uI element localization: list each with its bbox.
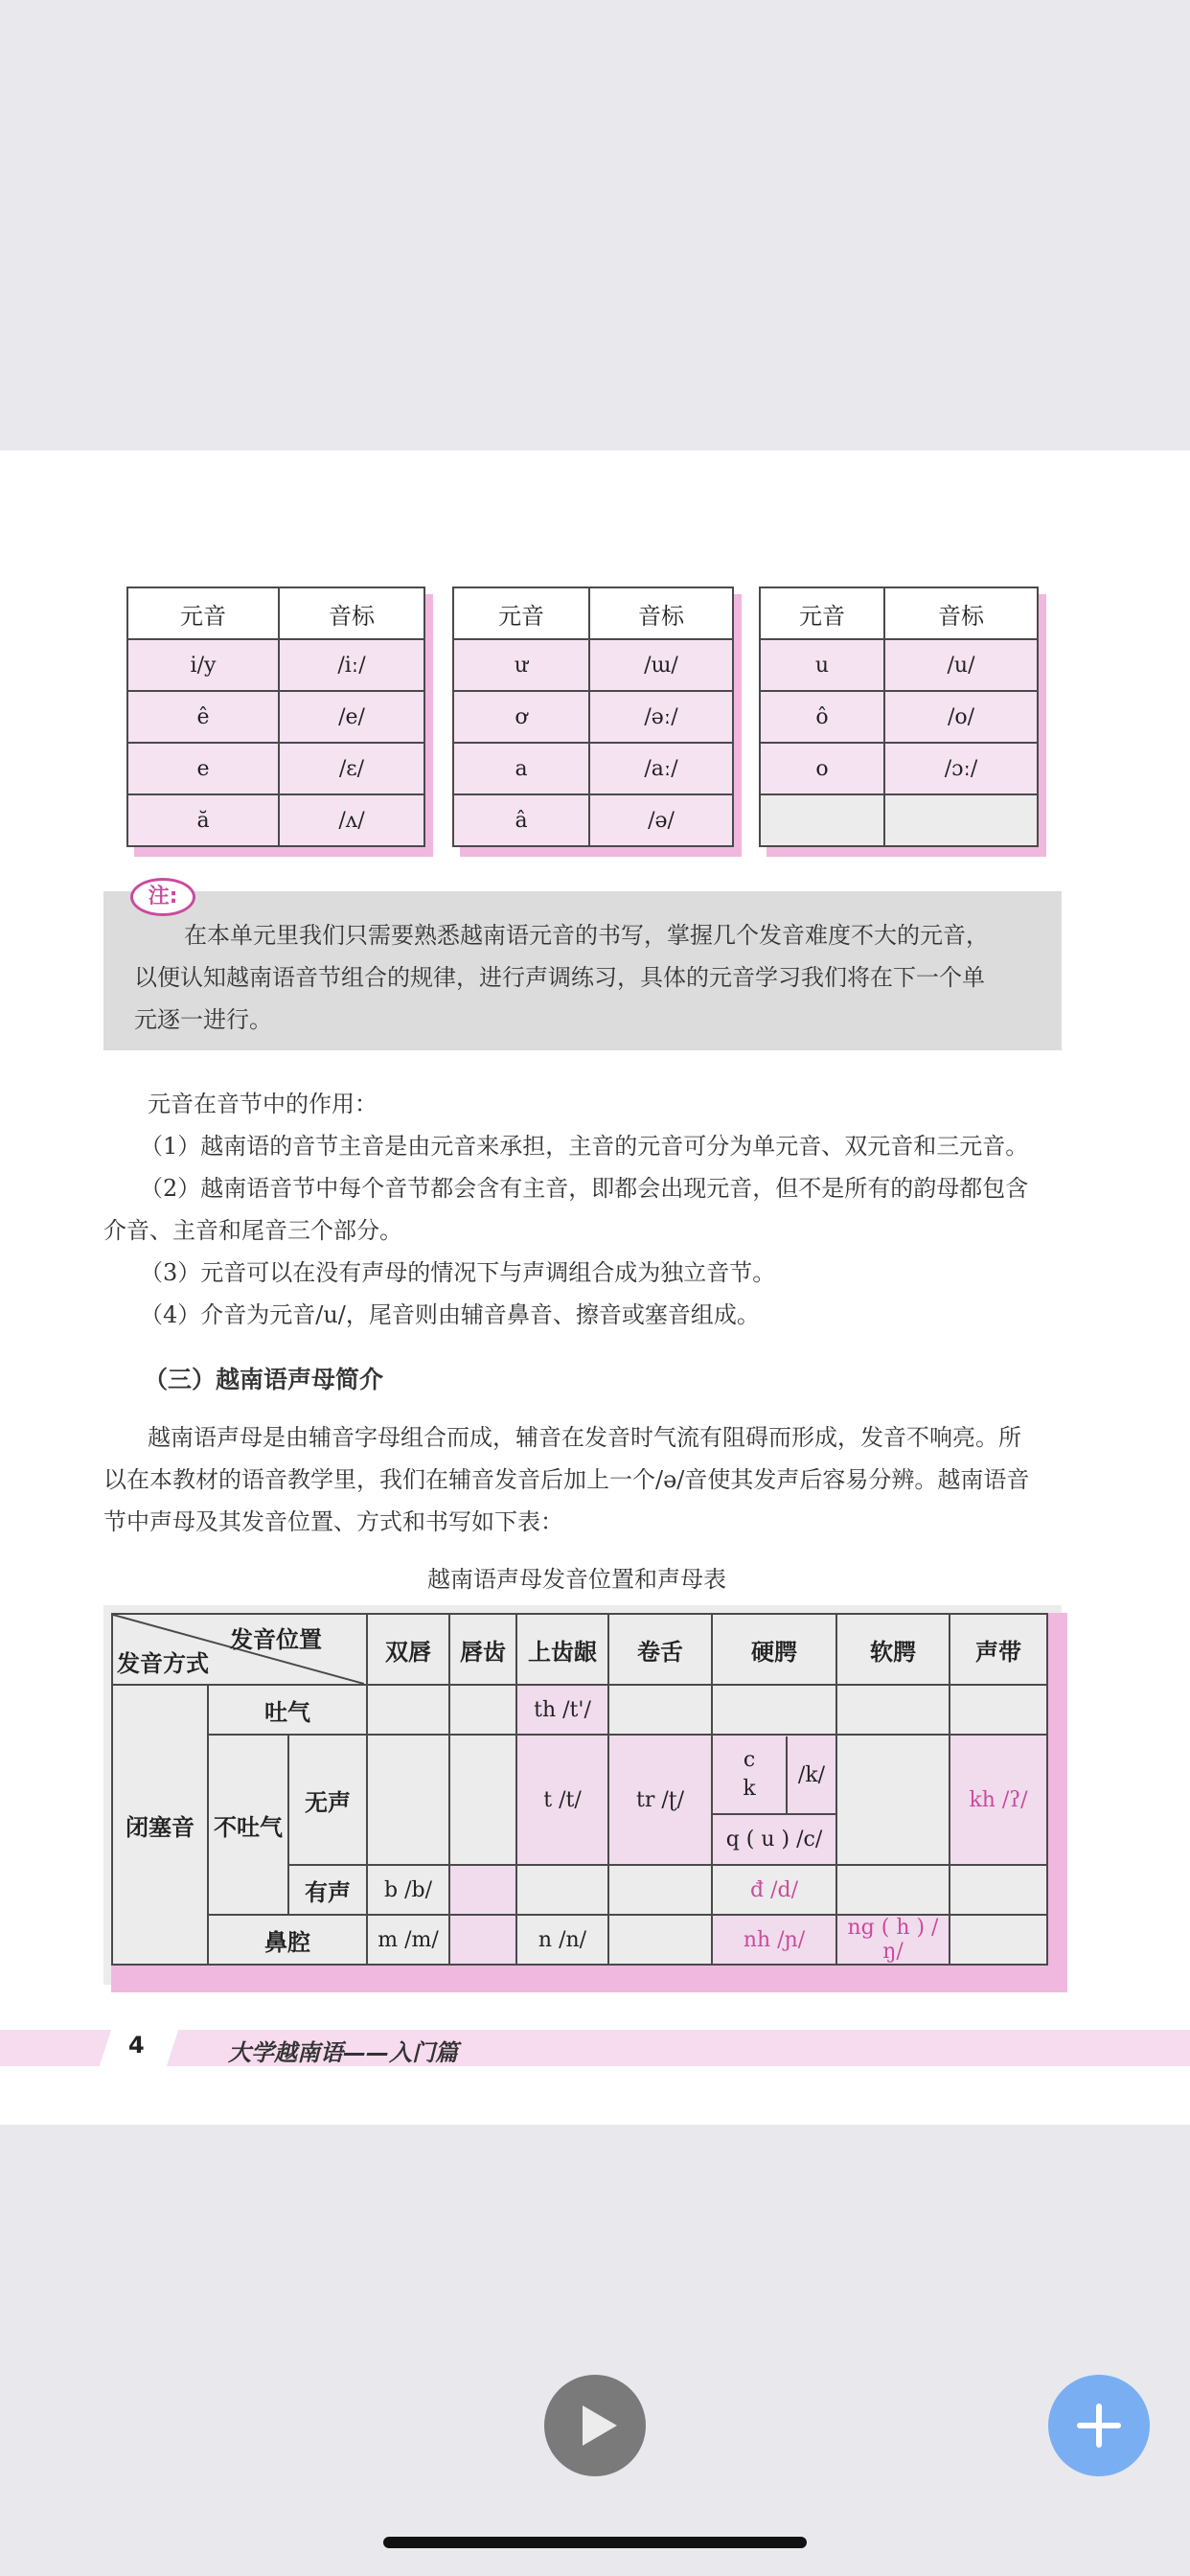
column-header: 音标 — [589, 587, 733, 639]
corner-header — [112, 1614, 367, 1685]
list-item: （1）越南语的音节主音是由元音来承担，主音的元音可分为单元音、双元音和三元音。 — [140, 1133, 1029, 1160]
play-icon — [583, 2405, 617, 2446]
vowel-cell: ơ — [453, 691, 589, 743]
empty-cell — [449, 1685, 516, 1735]
empty-cell — [367, 1735, 449, 1865]
ipa-cell: /əː/ — [589, 691, 733, 743]
vowel-cell: ô — [760, 691, 884, 743]
ipa-cell: /ɯ/ — [589, 639, 733, 691]
vowel-cell: a — [453, 743, 589, 794]
book-title: 大学越南语——入门篇 — [228, 2039, 458, 2066]
ipa-cell: /ɔː/ — [884, 743, 1038, 794]
manner-stop: 闭塞音 — [112, 1685, 208, 1965]
consonant-cell: m /m/ — [367, 1915, 449, 1965]
note-line: 元逐一进行。 — [134, 1006, 272, 1033]
empty-cell — [367, 1685, 449, 1735]
consonant-cell: th /t'/ — [516, 1685, 608, 1735]
empty-cell — [449, 1865, 516, 1915]
table-caption: 越南语声母发音位置和声母表 — [427, 1566, 726, 1593]
empty-cell — [836, 1735, 950, 1865]
manner-nasal: 鼻腔 — [208, 1915, 367, 1965]
consonant-cell: đ /d/ — [712, 1865, 836, 1915]
column-header: 音标 — [884, 587, 1038, 639]
manner-voiced: 有声 — [288, 1865, 367, 1915]
play-button[interactable] — [544, 2375, 646, 2476]
list-item: （2）越南语音节中每个音节都会含有主音，即都会出现元音，但不是所有的韵母都包含 — [140, 1175, 1029, 1202]
empty-cell — [608, 1865, 712, 1915]
ipa-cell: /iː/ — [279, 639, 424, 691]
consonant-cell: tr /ʈ/ — [608, 1735, 712, 1865]
manner-unaspirated: 不吐气 — [208, 1735, 288, 1915]
ipa-cell: /aː/ — [589, 743, 733, 794]
place-header: 硬腭 — [712, 1614, 836, 1685]
ipa-cell: /ʌ/ — [279, 794, 424, 846]
consonant-cell: /k/ — [787, 1736, 835, 1814]
place-header: 软腭 — [836, 1614, 950, 1685]
consonant-cell: kh /ʔ/ — [950, 1735, 1047, 1865]
place-header: 上齿龈 — [516, 1614, 608, 1685]
manner-aspirated: 吐气 — [208, 1685, 367, 1735]
vowel-cell: e — [127, 743, 279, 794]
list-item-continued: 介音、主音和尾音三个部分。 — [103, 1217, 402, 1244]
palatal-cell — [712, 1735, 836, 1865]
vowel-cell: ă — [127, 794, 279, 846]
empty-cell — [836, 1865, 950, 1915]
consonant-cell: t /t/ — [516, 1735, 608, 1865]
vowel-cell: o — [760, 743, 884, 794]
ipa-cell: /e/ — [279, 691, 424, 743]
place-header: 卷舌 — [608, 1614, 712, 1685]
note-line: 以便认知越南语音节组合的规律，进行声调练习，具体的元音学习我们将在下一个单 — [134, 964, 985, 991]
paragraph-line: 越南语声母是由辅音字母组合而成，辅音在发音时气流有阻碍而形成，发音不响亮。所 — [148, 1424, 1021, 1451]
place-header: 声带 — [950, 1614, 1047, 1685]
empty-cell — [449, 1915, 516, 1965]
empty-cell — [449, 1735, 516, 1865]
ipa-cell: /ɛ/ — [279, 743, 424, 794]
note-box — [103, 885, 1062, 1050]
empty-cell — [516, 1865, 608, 1915]
empty-cell — [608, 1915, 712, 1965]
place-header: 唇齿 — [449, 1614, 516, 1685]
add-button[interactable] — [1048, 2375, 1150, 2476]
consonant-cell: q ( u ) /c/ — [725, 1827, 823, 1852]
list-item: （3）元音可以在没有声母的情况下与声调组合成为独立音节。 — [140, 1259, 776, 1286]
paragraph-intro: 元音在音节中的作用： — [148, 1091, 378, 1117]
vowel-cell: ư — [453, 639, 589, 691]
consonant-k: k — [743, 1777, 756, 1801]
vowel-cell: u — [760, 639, 884, 691]
paragraph-line: 节中声母及其发音位置、方式和书写如下表： — [103, 1508, 563, 1535]
empty-cell — [836, 1685, 950, 1735]
ipa-cell: /ə/ — [589, 794, 733, 846]
paragraph-line: 以在本教材的语音教学里，我们在辅音发音后加上一个/ə/音使其发声后容易分辨。越南语音 — [103, 1466, 1030, 1493]
empty-cell — [760, 794, 884, 846]
page-number: 4 — [128, 2032, 145, 2058]
empty-cell — [884, 794, 1038, 846]
document-page — [0, 450, 1190, 2125]
column-header: 元音 — [760, 587, 884, 639]
column-header: 音标 — [279, 587, 424, 639]
vowel-cell: i/y — [127, 639, 279, 691]
empty-cell — [712, 1685, 836, 1735]
column-header: 元音 — [127, 587, 279, 639]
note-line: 在本单元里我们只需要熟悉越南语元音的书写，掌握几个发音难度不大的元音， — [184, 922, 989, 949]
consonant-ck — [713, 1736, 787, 1814]
place-header: 双唇 — [367, 1614, 449, 1685]
consonant-c: c — [743, 1748, 756, 1772]
vowel-cell: ê — [127, 691, 279, 743]
vowel-table-3 — [759, 586, 1039, 847]
ipa-cell: /o/ — [884, 691, 1038, 743]
consonant-cell: n /n/ — [516, 1915, 608, 1965]
corner-place-label: 发音位置 — [230, 1626, 322, 1653]
consonant-cell: b /b/ — [367, 1865, 449, 1915]
empty-cell — [950, 1865, 1047, 1915]
section-heading: （三）越南语声母简介 — [144, 1366, 384, 1393]
vowel-cell: â — [453, 794, 589, 846]
consonant-cell: ng ( h ) /ŋ/ — [836, 1915, 950, 1965]
ipa-cell: /u/ — [884, 639, 1038, 691]
column-header: 元音 — [453, 587, 589, 639]
home-indicator[interactable] — [383, 2537, 807, 2548]
manner-voiceless: 无声 — [288, 1735, 367, 1865]
vowel-table-2 — [452, 586, 734, 847]
empty-cell — [950, 1915, 1047, 1965]
page-footer — [0, 2030, 1190, 2066]
empty-cell — [950, 1685, 1047, 1735]
corner-manner-label: 发音方式 — [117, 1650, 209, 1677]
list-item: （4）介音为元音/u/，尾音则由辅音鼻音、擦音或塞音组成。 — [140, 1301, 760, 1328]
consonant-cell: nh /ɲ/ — [712, 1915, 836, 1965]
vowel-table-1 — [126, 586, 425, 847]
consonant-table — [103, 1605, 1062, 1985]
empty-cell — [608, 1685, 712, 1735]
note-badge: 注: — [130, 878, 195, 916]
